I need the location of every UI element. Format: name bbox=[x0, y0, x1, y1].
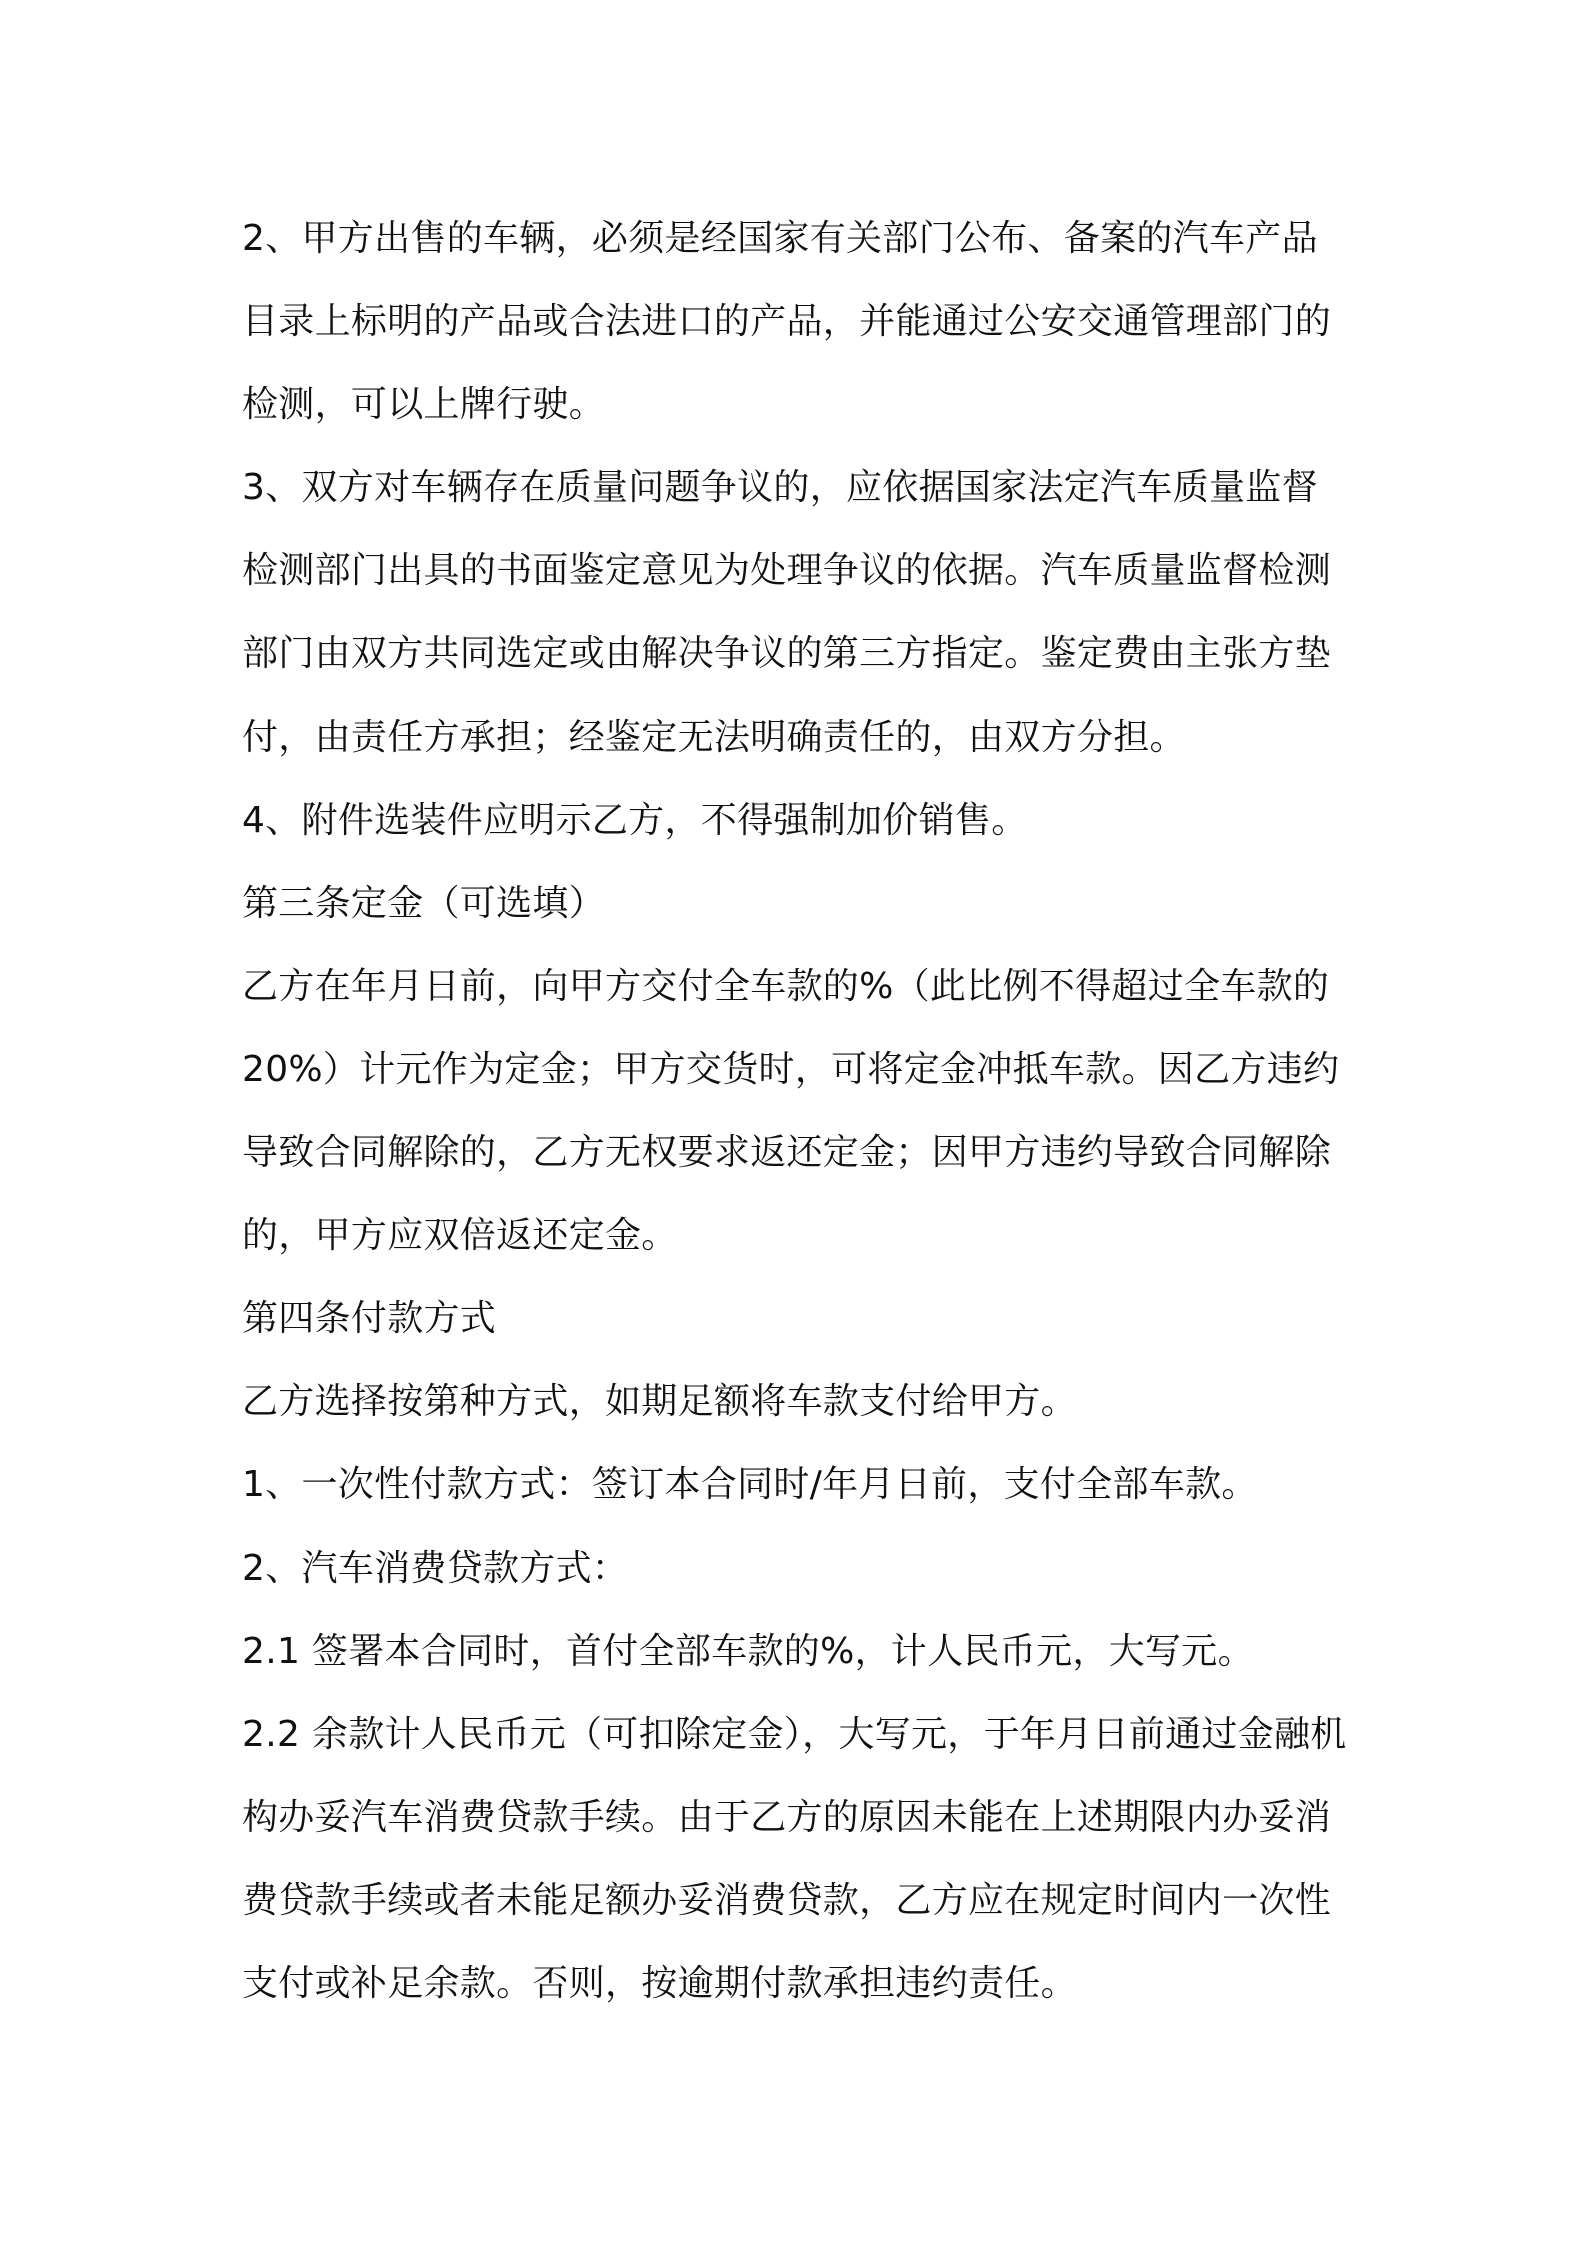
text-line: 3、双方对车辆存在质量问题争议的，应依据国家法定汽车质量监督 bbox=[242, 467, 1318, 509]
text-line: 付，由责任方承担；经鉴定无法明确责任的，由双方分担。 bbox=[242, 716, 1186, 758]
text-line: 4、附件选装件应明示乙方，不得强制加价销售。 bbox=[242, 799, 1028, 841]
document-body bbox=[242, 197, 1352, 2025]
text-line: 检测，可以上牌行驶。 bbox=[242, 384, 606, 426]
text-line: 支付或补足余款。否则，按逾期付款承担违约责任。 bbox=[242, 1962, 1077, 2004]
text-line: 导致合同解除的，乙方无权要求返还定金；因甲方违约导致合同解除 bbox=[242, 1132, 1332, 1174]
section-heading: 第四条付款方式 bbox=[242, 1298, 497, 1340]
text-line: 2、汽车消费贷款方式： bbox=[242, 1547, 629, 1589]
text-line: 乙方选择按第种方式，如期足额将车款支付给甲方。 bbox=[242, 1381, 1077, 1423]
text-line: 费贷款手续或者未能足额办妥消费贷款，乙方应在规定时间内一次性 bbox=[242, 1879, 1332, 1921]
text-line: 1、一次性付款方式：签订本合同时/年月日前，支付全部车款。 bbox=[242, 1464, 1258, 1506]
text-line: 2.1 签署本合同时，首付全部车款的%，计人民币元，大写元。 bbox=[242, 1630, 1254, 1672]
section-heading: 第三条定金（可选填） bbox=[242, 882, 606, 924]
text-line: 目录上标明的产品或合法进口的产品，并能通过公安交通管理部门的 bbox=[242, 301, 1332, 343]
text-line: 的，甲方应双倍返还定金。 bbox=[242, 1215, 678, 1257]
text-line: 乙方在年月日前，向甲方交付全车款的%（此比例不得超过全车款的 bbox=[242, 965, 1330, 1007]
text-line: 构办妥汽车消费贷款手续。由于乙方的原因未能在上述期限内办妥消 bbox=[242, 1796, 1332, 1838]
text-line: 2.2 余款计人民币元（可扣除定金），大写元，于年月日前通过金融机 bbox=[242, 1713, 1347, 1755]
text-line: 部门由双方共同选定或由解决争议的第三方指定。鉴定费由主张方垫 bbox=[242, 633, 1332, 675]
text-line: 20%）计元作为定金；甲方交货时，可将定金冲抵车款。因乙方违约 bbox=[242, 1048, 1340, 1090]
text-line: 检测部门出具的书面鉴定意见为处理争议的依据。汽车质量监督检测 bbox=[242, 550, 1332, 592]
text-line: 2、甲方出售的车辆，必须是经国家有关部门公布、备案的汽车产品 bbox=[242, 218, 1318, 259]
